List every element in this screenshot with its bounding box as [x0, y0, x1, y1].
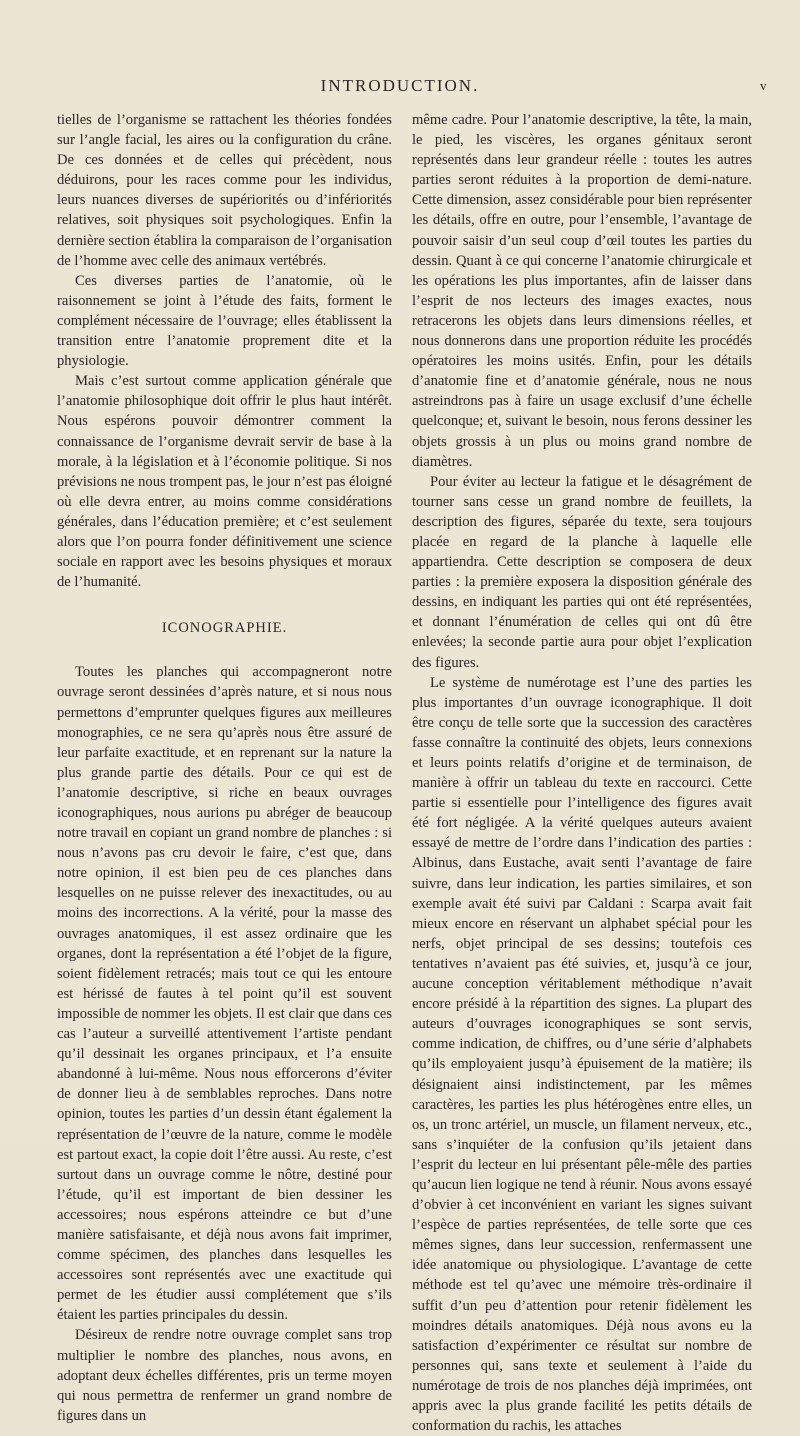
paragraph: Ces diverses parties de l’anatomie, où le raisonnement se joint à l’étude des faits, forment le complément nécessaire de l’ouvrage; elles établissent la transition entre l’anatomie proprement dite et la physiologie. — [57, 272, 392, 370]
paragraph: même cadre. Pour l’anatomie descriptive, la tête, la main, le pied, les viscères, les organes génitaux seront représentés dans leur grandeur réelle : toutes les autres parties seront réduites à la proportion de demi-nature. Cette dimension, assez considérable pour bien représenter les détails, offre en outre, pour l’ensemble, l’avantage de pouvoir saisir d’un seul coup d’œil toutes les parties du dessin. Quant à ce qui concerne l’anatomie chirurgicale et les opérations les plus importantes, afin de laisser dans l’esprit de nos lecteurs des images exactes, nous retracerons les objets dans leurs dimensions réelles, et nous donnerons dans une proportion réduite les procédés opératoires les moins usités. Enfin, pour les détails d’anatomie fine et d’anatomie générale, nous ne nous astreindrons pas à faire un usage exclusif d’une échelle quelconque; et, suivant le besoin, nous ferons dessiner les objets grossis à un plus ou moins grand nombre de diamètres. — [412, 112, 752, 470]
running-head: INTRODUCTION. — [320, 76, 480, 95]
paragraph: Toutes les planches qui accompagneront notre ouvrage seront dessinées d’après nature, et si nous nous permettons d’emprunter quelques figures aux meilleures monographies, ce ne sera qu’après nous être assuré de leur parfaite exactitude, et en reprenant sur la nature la plus grande partie des détails. Pour ce qui est de l’anatomie descriptive, si riche en beaux ouvrages iconographiques, nous aurions pu abréger de beaucoup notre travail en copiant un grand nombre de planches : si nous n’avons pas cru devoir le faire, c’est que, dans notre opinion, il est bien peu de ces planches dans lesquelles on ne puisse relever des inexactitudes, ou au moins des incorrections. A la vérité, pour la masse des ouvrages anatomiques, il est assez ordinaire que les organes, dont la représentation a été l’objet de la figure, soient fidèlement retracés; mais tout ce qui les entoure est hérissé de fautes à tel point qu’il est souvent impossible de nommer les objets. Il est clair que dans ces cas l’auteur a surveillé attentivement l’artiste pendant qu’il dessinait les organes principaux, et l’a ensuite abandonné à lui-même. Nous nous efforcerons d’éviter de donner lieu à de semblables reproches. Dans notre opinion, toutes les parties d’un dessin étant également la représentation de l’œuvre de la nature, comme le modèle est partout exact, la copie doit l’être aussi. Au reste, c’est surtout dans un ouvrage comme le nôtre, destiné pour l’étude, qu’il est important de bien dessiner les accessoires; nous espérons atteindre ce but d’une manière satisfaisante, et déjà nous avons fait imprimer, comme spécimen, des planches dans lesquelles les accessoires sont représentés avec une exactitude qui permet de les étudier aussi complétement que s’ils étaient les parties principales du dessin. — [57, 664, 392, 1324]
page-number: v — [760, 78, 767, 93]
paragraph: Désireux de rendre notre ouvrage complet sans trop multiplier le nombre des planches, nous avons, en adoptant deux échelles différentes, pris un terme moyen qui nous permettra de renfermer un grand nombre de figures dans un — [57, 1327, 392, 1424]
paragraph: Mais c’est surtout comme application générale que l’anatomie philosophique doit offrir le plus haut intérêt. Nous espérons pouvoir démontrer comment la connaissance de l’organisme devrait servir de base à la morale, à la législation et à l’économie politique. Si nos prévisions ne nous trompent pas, le jour n’est pas éloigné où elle devra entrer, au moins comme considérations générales, dans l’éducation première; et c’est seulement alors que l’on pourra fonder définitivement une science sociale en rapport avec les besoins physiques et moraux de l’humanité. — [57, 373, 392, 591]
left-column — [57, 110, 392, 1426]
paragraph: Pour éviter au lecteur la fatigue et le désagrément de tourner sans cesse un grand nombre de feuillets, la description des figures, séparée du texte, sera toujours placée en regard de la planche à laquelle elle appartiendra. Cette description se composera de deux parties : la première exposera la disposition générale des dessins, en indiquant les parties qui ont été représentées, et donnant l’énumération de celles qui ont dû être enlevées; la seconde partie aura pour objet l’explication des figures. — [412, 473, 752, 671]
section-heading: ICONOGRAPHIE. — [161, 620, 288, 637]
paragraph: Le système de numérotage est l’une des parties les plus importantes d’un ouvrage iconographique. Il doit être conçu de telle sorte que la succession des caractères fasse connaître la continuité des objets, leurs connexions et leurs points relatifs d’origine et de terminaison, de manière à offrir un tableau du texte en raccourci. Cette partie si essentielle pour l’intelligence des figures avait été fort négligée. A la vérité quelques auteurs avaient essayé de mettre de l’ordre dans l’indication des parties : Albinus, dans Eustache, avait senti l’avantage de faire suivre, dans leur indication, les parties similaires, et son exemple avait été suivi par Caldani : Scarpa avait fait mieux encore en réservant un alphabet spécial pour les nerfs, objet principal de ses dessins; toutefois ces tentatives n’avaient pas été suivies, et, jusqu’à ce jour, aucune conception véritablement méthodique n’avait encore présidé à la répartition des signes. La plupart des auteurs d’ouvrages iconographiques se sont servis, comme indication, de chiffres, ou d’une série d’alphabets qu’ils employaient jusqu’à épuisement de la matière; ils désignaient ainsi indistinctement, par les mêmes caractères, les parties les plus hétérogènes entre elles, un os, un tronc artériel, un muscle, un filament nerveux, etc., sans s’inquiéter de la confusion qu’ils jetaient dans l’esprit du lecteur en lui présentant pêle-mêle des parties qu’aucun lien logique ne tend à réunir. Nous avons essayé d’obvier à cet inconvénient en variant les signes suivant l’espèce de parties représentées, de telle sorte que ces mêmes signes, dans leur succession, renfermassent une idée anatomique ou physiologique. L’avantage de cette méthode est tel qu’avec une mémoire très-ordinaire il suffit d’un peu d’attention pour retenir fidèlement les moindres détails anatomiques. Déjà nous avons eu la satisfaction d’expérimenter ce résultat sur nombre de personnes qui, sans texte et seulement à l’aide du numérotage de trois de nos planches déjà imprimées, ont appris avec la plus grande facilité les petits détails de conformation du rachis, les attaches — [412, 674, 752, 1435]
paragraph: tielles de l’organisme se rattachent les théories fondées sur l’angle facial, les aires ou la configuration du crâne. De ces données et de celles qui précèdent, nous déduirons, pour les races comme pour les individus, leurs nuances diverses de supériorités ou d’infériorités relatives, soit physiques soit psychologiques. Enfin la dernière section établira la comparaison de l’organisation de l’homme avec celle des animaux vertébrés. — [57, 112, 392, 269]
right-column — [412, 110, 752, 1436]
